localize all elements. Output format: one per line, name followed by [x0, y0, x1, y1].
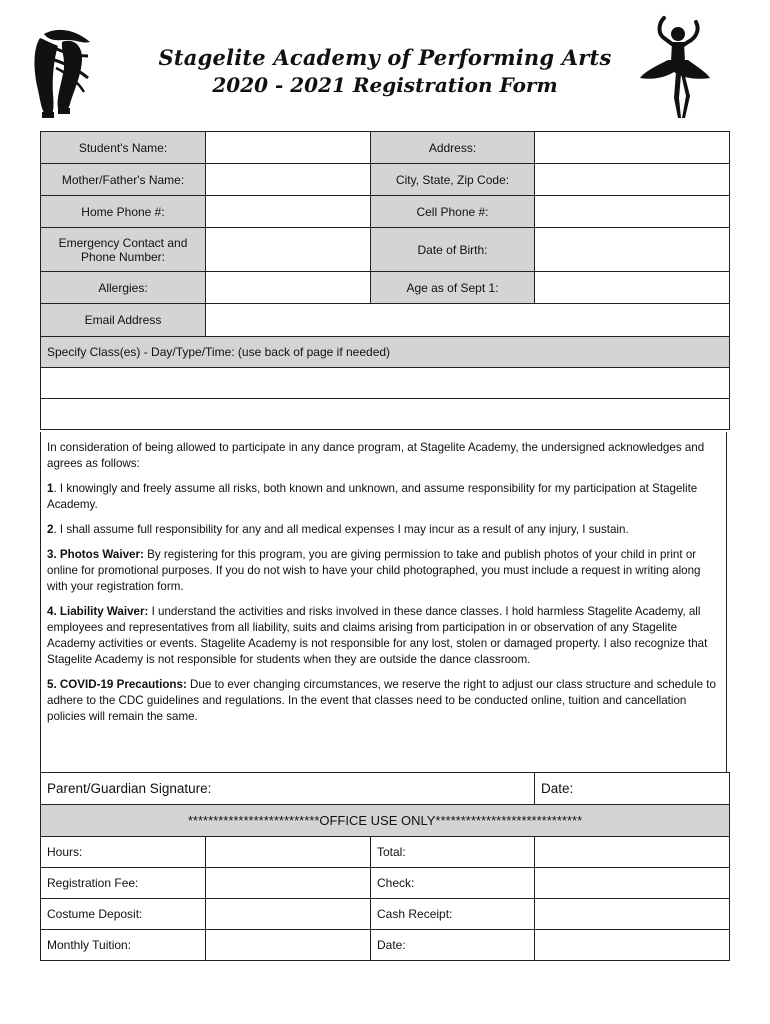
waiver-intro: In consideration of being allowed to participate in any dance program, at Stagelite Academy, the undersigned acknowledges and agrees as follows: — [47, 441, 705, 470]
ballet-shoes-icon — [28, 28, 96, 120]
office-use-banner: **************************OFFICE USE ONLY***************************** — [41, 805, 730, 837]
ballerina-silhouette-icon — [638, 14, 718, 130]
address-label: Address: — [371, 132, 535, 164]
office-date-label: Date: — [371, 930, 535, 961]
parent-signature-field[interactable]: Parent/Guardian Signature: — [41, 773, 535, 805]
home-phone-field[interactable] — [206, 196, 371, 228]
student-info-table — [40, 131, 730, 430]
registration-fee-field[interactable] — [206, 868, 371, 899]
form-subtitle: 2020 - 2021 Registration Form — [212, 73, 558, 97]
waiver-item-3: 3. Photos Waiver: By registering for this program, you are giving permission to take and publish photos of your child in print or online for promotional purposes. If you do not wish to have your child photographed, you must include a request in writing along with your registration form. — [47, 548, 701, 593]
home-phone-label: Home Phone #: — [41, 196, 206, 228]
waiver-item-4: 4. Liability Waiver: I understand the activities and risks involved in these dance classes. I hold harmless Stagelite Academy, all employees and representatives from all liability, suits and claims arising from participation in or observation of any Stagelite Academy activities or events. Stagelite Academy is not responsible for any lost, stolen or damaged property. I also recognize that Stagelite Academy is not responsible for students when they are outside the dance classroom. — [47, 605, 708, 666]
monthly-tuition-label: Monthly Tuition: — [41, 930, 206, 961]
waiver-text — [40, 432, 727, 772]
email-label: Email Address — [41, 304, 206, 337]
office-use-table — [40, 804, 730, 961]
date-of-birth-field[interactable] — [535, 228, 730, 272]
total-label: Total: — [371, 837, 535, 868]
city-state-zip-field[interactable] — [535, 164, 730, 196]
parent-name-label: Mother/Father's Name: — [41, 164, 206, 196]
cash-receipt-field[interactable] — [535, 899, 730, 930]
emergency-contact-field[interactable] — [206, 228, 371, 272]
hours-label: Hours: — [41, 837, 206, 868]
cell-phone-field[interactable] — [535, 196, 730, 228]
form-title: Stagelite Academy of Performing Arts — [158, 45, 612, 70]
address-field[interactable] — [535, 132, 730, 164]
classes-field-1[interactable] — [41, 368, 730, 399]
age-label: Age as of Sept 1: — [371, 272, 535, 304]
allergies-label: Allergies: — [41, 272, 206, 304]
allergies-field[interactable] — [206, 272, 371, 304]
office-date-field[interactable] — [535, 930, 730, 961]
title-block — [120, 44, 650, 98]
classes-label: Specify Class(es) - Day/Type/Time: (use back of page if needed) — [41, 337, 730, 368]
waiver-item-2: 2. I shall assume full responsibility for any and all medical expenses I may incur as a result of any injury, I sustain. — [47, 523, 629, 536]
age-field[interactable] — [535, 272, 730, 304]
signature-table — [40, 772, 730, 805]
hours-field[interactable] — [206, 837, 371, 868]
parent-name-field[interactable] — [206, 164, 371, 196]
cell-phone-label: Cell Phone #: — [371, 196, 535, 228]
emergency-contact-label: Emergency Contact and Phone Number: — [41, 228, 206, 272]
total-field[interactable] — [535, 837, 730, 868]
date-of-birth-label: Date of Birth: — [371, 228, 535, 272]
city-state-zip-label: City, State, Zip Code: — [371, 164, 535, 196]
email-field[interactable] — [206, 304, 730, 337]
cash-receipt-label: Cash Receipt: — [371, 899, 535, 930]
students-name-label: Student's Name: — [41, 132, 206, 164]
check-field[interactable] — [535, 868, 730, 899]
monthly-tuition-field[interactable] — [206, 930, 371, 961]
students-name-field[interactable] — [206, 132, 371, 164]
costume-deposit-field[interactable] — [206, 899, 371, 930]
classes-field-2[interactable] — [41, 399, 730, 430]
signature-date-field[interactable]: Date: — [535, 773, 730, 805]
check-label: Check: — [371, 868, 535, 899]
waiver-item-5: 5. COVID-19 Precautions: Due to ever changing circumstances, we reserve the right to adjust our class structure and schedule to adhere to the CDC guidelines and regulations. In the event that classes need to be conducted online, tuition and cancellation policies will remain the same. — [47, 678, 716, 723]
waiver-item-1: 1. I knowingly and freely assume all risks, both known and unknown, and assume responsibility for my participation at Stagelite Academy. — [47, 482, 698, 511]
costume-deposit-label: Costume Deposit: — [41, 899, 206, 930]
registration-fee-label: Registration Fee: — [41, 868, 206, 899]
